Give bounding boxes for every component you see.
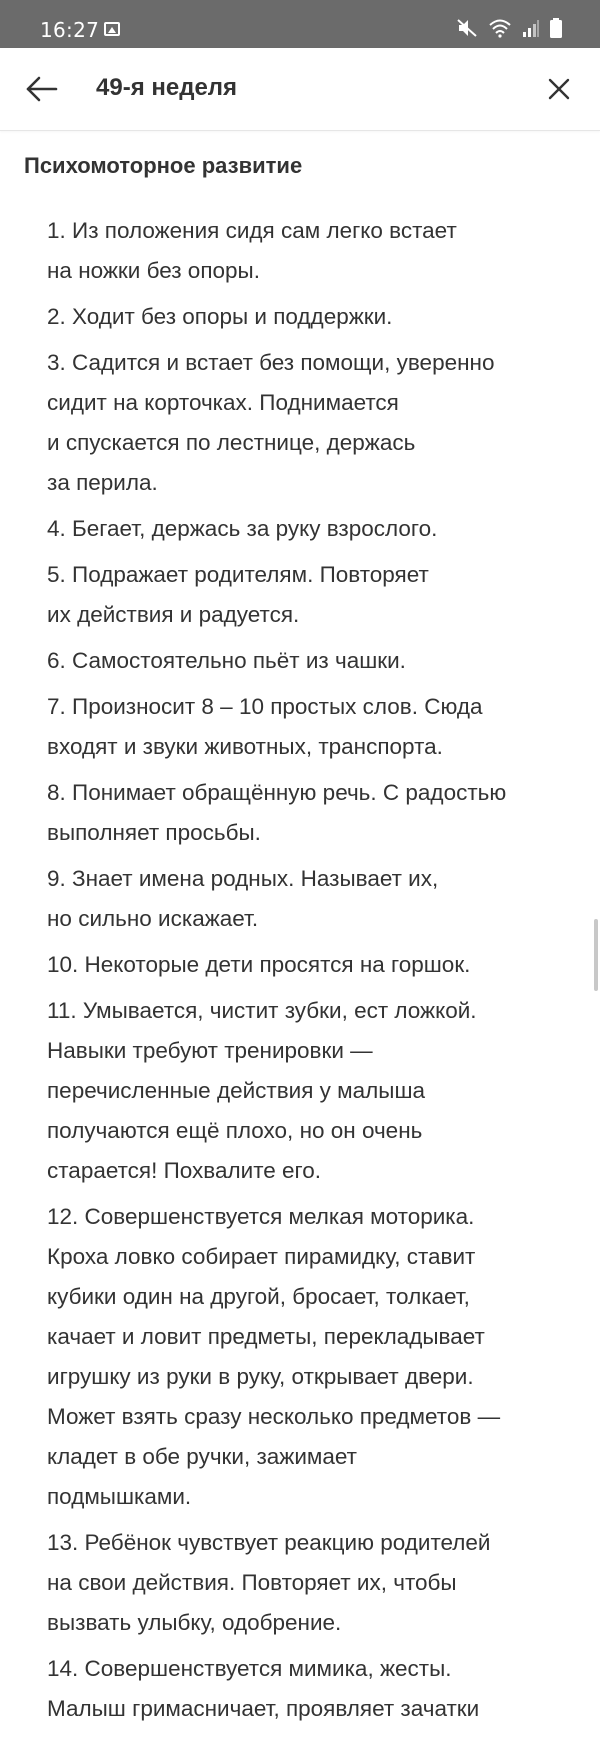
- list-item: 2. Ходит без опоры и поддержки.: [47, 304, 393, 329]
- page-title: 49-я неделя: [96, 74, 238, 101]
- list-item: 10. Некоторые дети просятся на горшок.: [47, 952, 471, 977]
- list-item: 1. Из положения сидя сам легко встает на ножки без опоры.: [47, 218, 457, 283]
- list-item: 4. Бегает, держась за руку взрослого.: [47, 516, 438, 541]
- mute-icon: [456, 18, 478, 38]
- app-bar: [0, 48, 600, 131]
- battery-icon: [550, 18, 562, 38]
- status-icons: [456, 18, 562, 38]
- signal-icon: [522, 18, 540, 38]
- milestones-list: [47, 211, 587, 1735]
- section-title: Психомоторное развитие: [24, 153, 303, 178]
- article-content: [0, 131, 600, 1752]
- list-item: 3. Садится и встает без помощи, уверенно сидит на корточках. Поднимается и спускается по лестнице, держась за перила.: [47, 350, 495, 495]
- list-item: 5. Подражает родителям. Повторяет их действия и радуется.: [47, 562, 429, 627]
- list-item: 6. Самостоятельно пьёт из чашки.: [47, 648, 406, 673]
- list-item: 9. Знает имена родных. Называет их, но сильно искажает.: [47, 866, 439, 931]
- list-item: 13. Ребёнок чувствует реакцию родителей на свои действия. Повторяет их, чтобы вызвать улыбку, одобрение.: [47, 1530, 491, 1635]
- list-item: 7. Произносит 8 – 10 простых слов. Сюда входят и звуки животных, транспорта.: [47, 694, 483, 759]
- list-item: 11. Умывается, чистит зубки, ест ложкой. Навыки требуют тренировки — перечисленные действия у малыша получаются ещё плохо, но он очень старается! Похвалите его.: [47, 998, 477, 1183]
- status-bar: [0, 0, 600, 48]
- list-item: 12. Совершенствуется мелкая моторика. Кроха ловко собирает пирамидку, ставит кубики один на другой, бросает, толкает, качает и ловит предметы, перекладывает игрушку из руки в руку, открывает двери. Может взять сразу несколько предметов — кладет в обе ручки, зажимает подмышками.: [47, 1204, 501, 1509]
- close-icon: [538, 68, 580, 110]
- image-icon: [104, 22, 120, 36]
- arrow-left-icon: [22, 68, 64, 110]
- list-item: 14. Совершенствуется мимика, жесты. Малыш гримасничает, проявляет зачатки: [47, 1656, 480, 1721]
- list-item: 8. Понимает обращённую речь. С радостью выполняет просьбы.: [47, 780, 507, 845]
- wifi-icon: [488, 18, 512, 38]
- status-time: 16:27: [40, 18, 100, 42]
- back-button[interactable]: [22, 68, 64, 110]
- scrollbar[interactable]: [594, 919, 598, 991]
- close-button[interactable]: [538, 68, 580, 110]
